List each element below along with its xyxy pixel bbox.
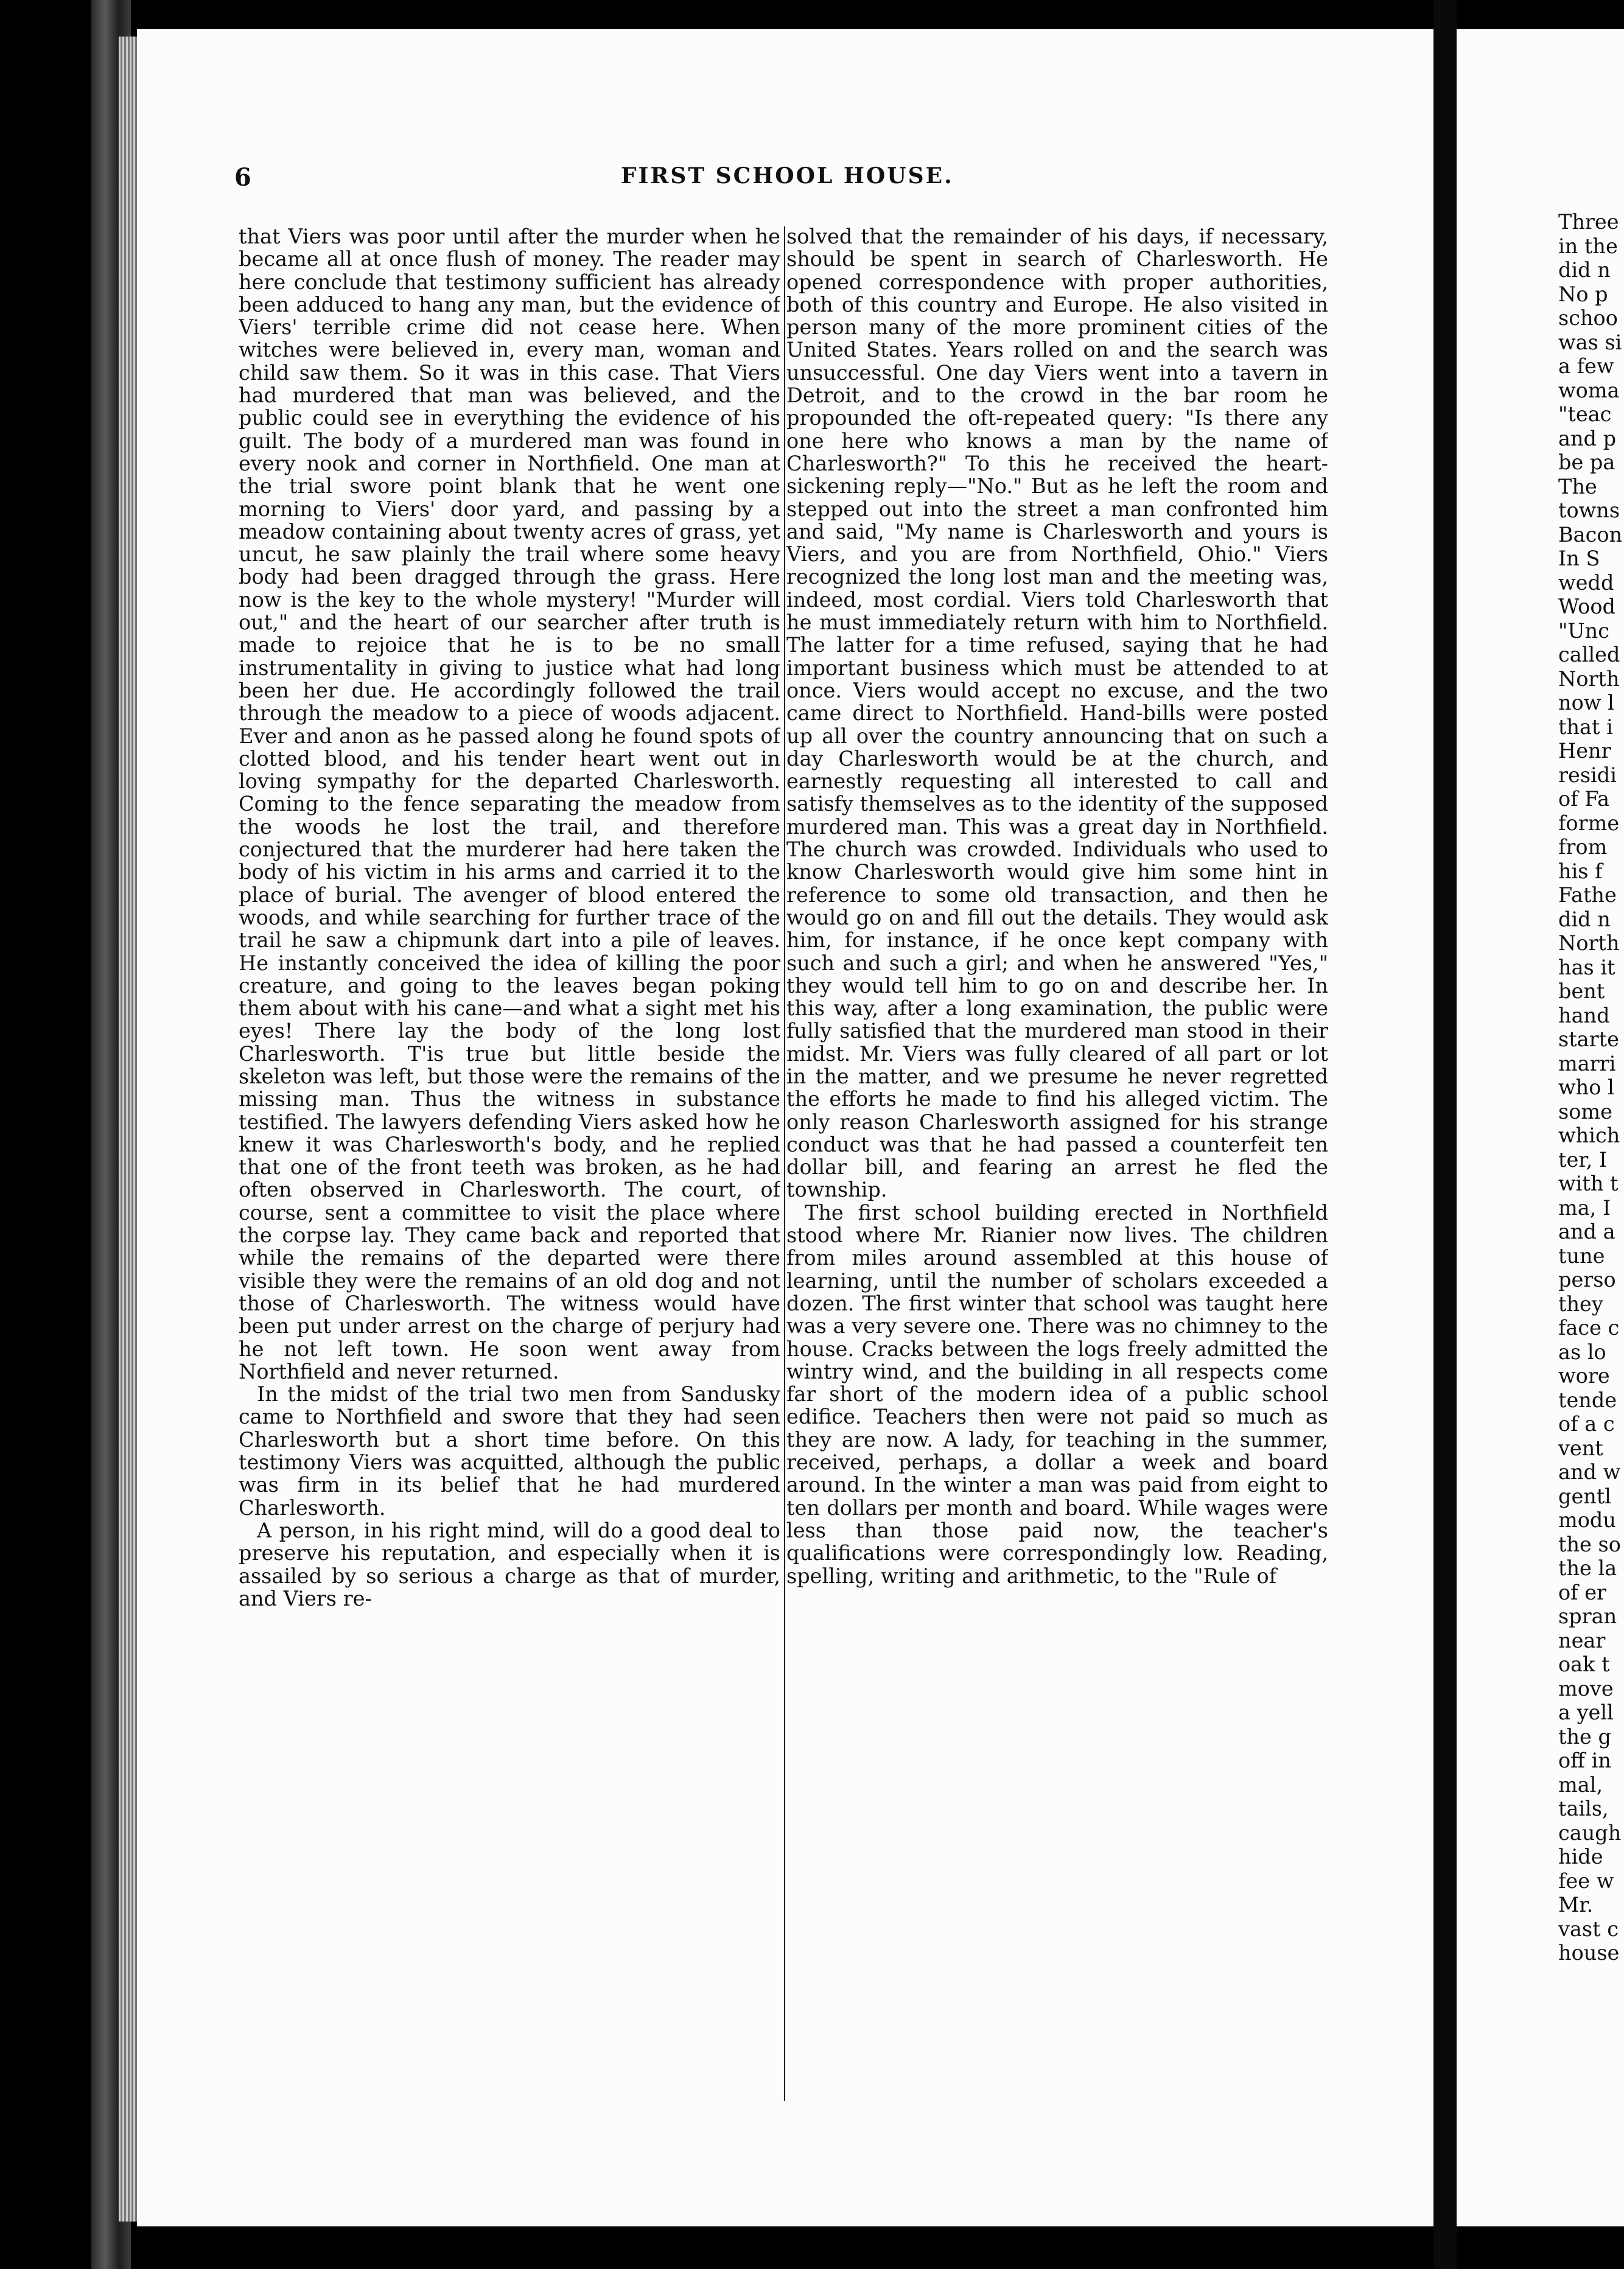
adjacent-text-fragment: they bbox=[1558, 1292, 1603, 1316]
adjacent-text-fragment: tune bbox=[1558, 1243, 1605, 1268]
adjacent-text-fragment: has it bbox=[1558, 955, 1615, 979]
adjacent-text-fragment: forme bbox=[1558, 811, 1620, 835]
adjacent-text-fragment: perso bbox=[1558, 1268, 1616, 1292]
adjacent-text-fragment: as lo bbox=[1558, 1340, 1606, 1364]
adjacent-text-fragment: of Fa bbox=[1558, 787, 1610, 811]
adjacent-text-fragment: and p bbox=[1558, 426, 1617, 450]
adjacent-page-text bbox=[1558, 210, 1624, 2194]
text-column-right bbox=[786, 225, 1328, 2197]
adjacent-text-fragment: No p bbox=[1558, 282, 1608, 306]
adjacent-text-fragment: marri bbox=[1558, 1051, 1616, 1075]
adjacent-text-fragment: modu bbox=[1558, 1508, 1616, 1532]
adjacent-text-fragment: The bbox=[1558, 474, 1597, 498]
page-number: 6 bbox=[234, 163, 251, 192]
adjacent-text-fragment: Fathe bbox=[1558, 883, 1617, 907]
adjacent-text-fragment: gentl bbox=[1558, 1484, 1612, 1508]
adjacent-text-fragment: off in bbox=[1558, 1749, 1611, 1772]
adjacent-text-fragment: his f bbox=[1558, 859, 1603, 883]
text-column-left bbox=[239, 225, 780, 2197]
adjacent-text-fragment: the so bbox=[1558, 1532, 1621, 1556]
adjacent-text-fragment: bent bbox=[1558, 979, 1605, 1003]
adjacent-text-fragment: North bbox=[1558, 931, 1620, 955]
adjacent-text-fragment: "Unc bbox=[1558, 618, 1609, 643]
adjacent-text-fragment: did n bbox=[1558, 258, 1611, 282]
adjacent-text-fragment: Three bbox=[1558, 210, 1619, 234]
adjacent-text-fragment: near bbox=[1558, 1628, 1606, 1652]
adjacent-text-fragment: and a bbox=[1558, 1220, 1615, 1243]
adjacent-text-fragment: vast c bbox=[1558, 1917, 1619, 1941]
adjacent-text-fragment: was si bbox=[1558, 330, 1622, 354]
adjacent-text-fragment: in the bbox=[1558, 234, 1618, 258]
paragraph: The first school building erected in Northfield stood where Mr. Rianier now lives. The children from miles around assembled at this house of learning, until the number of scholars exceeded a dozen. The first winter that school was taught here was a very severe one. There was no chimney to the house. Cracks between the logs freely admitted the wintry wind, and the building in all respects come far short of the modern idea of a public school edifice. Teachers then were not paid so much as they are now. A lady, for teaching in the summer, received, perhaps, a dollar a week and board around. In the winter a man was paid from eight to ten dollars per month and board. While wages were less than those paid now, the teacher's qualifications were correspondingly low. Reading, spelling, writing and arithmetic, to the "Rule of bbox=[786, 1200, 1328, 1588]
adjacent-text-fragment: starte bbox=[1558, 1027, 1619, 1051]
adjacent-text-fragment: the la bbox=[1558, 1556, 1617, 1580]
adjacent-text-fragment: towns bbox=[1558, 498, 1620, 522]
adjacent-text-fragment: and w bbox=[1558, 1460, 1621, 1484]
adjacent-text-fragment: Bacon bbox=[1558, 522, 1623, 547]
adjacent-text-fragment: which bbox=[1558, 1124, 1620, 1147]
adjacent-text-fragment: fee w bbox=[1558, 1869, 1614, 1893]
adjacent-text-fragment: wore bbox=[1558, 1364, 1610, 1388]
adjacent-text-fragment: mal, bbox=[1558, 1772, 1603, 1797]
paragraph: In the midst of the trial two men from Sandusky came to Northfield and swore that they had seen Charlesworth but a short time before. On this testimony Viers was acquitted, although the public was firm in its belief that he had murdered Charlesworth. bbox=[239, 1382, 780, 1520]
column-divider bbox=[784, 226, 785, 2101]
adjacent-text-fragment: move bbox=[1558, 1676, 1614, 1701]
paragraph: solved that the remainder of his days, if necessary, should be spent in search of Charlesworth. He opened correspondence with proper authorities, both of this country and Europe. He also visited in person many of the more prominent cities of the United States. Years rolled on and the search was unsuccessful. One day Viers went into a tavern in Detroit, and to the crowd in the bar room he propounded the oft-repeated query: "Is there any one here who knows a man by the name of Charlesworth?" To this he received the heart-sickening reply—"No." But as he left the room and stepped out into the street a man confronted him and said, "My name is Charlesworth and yours is Viers, and you are from Northfield, Ohio." Viers recognized the long lost man and the meeting was, indeed, most cordial. Viers told Charlesworth that he must immediately return with him to Northfield. The latter for a time refused, saying that he had important business which must be attended to at once. Viers would accept no excuse, and the two came direct to Northfield. Hand-bills were posted up all over the country announcing that on such a day Charlesworth would be at the church, and earnestly requesting all interested to call and satisfy themselves as to the identity of the supposed murdered man. This was a great day in Northfield. The church was crowded. Individuals who used to know Charlesworth would give him some hint in reference to some old transaction, and then he would go on and fill out the details. They would ask him, for instance, if he once kept company with such and such a girl; and when he answered "Yes," they would tell him to go on and describe her. In this way, after a long examination, the public were fully satisfied that the murdered man stood in their midst. Mr. Viers was fully cleared of all part or lot in the matter, and we presume he never regretted the efforts he made to find his alleged victim. The only reason Charlesworth assigned for his strange conduct was that he had passed a counterfeit ten dollar bill, and fearing an arrest he fled the township. bbox=[786, 225, 1328, 1202]
adjacent-text-fragment: vent bbox=[1558, 1436, 1603, 1460]
adjacent-text-fragment: house bbox=[1558, 1941, 1620, 1965]
adjacent-text-fragment: some bbox=[1558, 1099, 1612, 1124]
adjacent-text-fragment: called bbox=[1558, 643, 1620, 666]
adjacent-text-fragment: who l bbox=[1558, 1075, 1614, 1099]
running-title: FIRST SCHOOL HOUSE. bbox=[621, 163, 954, 189]
paragraph: that Viers was poor until after the murder when he became all at once flush of money. The reader may here conclude that testimony sufficient has already been adduced to hang any man, but the evidence of Viers' terrible crime did not cease here. When witches were believed in, every man, woman and child saw them. So it was in this case. That Viers had murdered that man was believed, and the public could see in everything the evidence of his guilt. The body of a murdered man was found in every nook and corner in Northfield. One man at the trial swore point blank that he went one morning to Viers' door yard, and passing by a meadow containing about twenty acres of grass, yet uncut, he saw plainly the trail where some heavy body had been dragged through the grass. Here now is the key to the whole mystery! "Murder will out," and the heart of our searcher after truth is made to rejoice that he is to be no small instrumentality in giving to justice what had long been her due. He accordingly followed the trail through the meadow to a piece of woods adjacent. Ever and anon as he passed along he found spots of clotted blood, and his tender heart went out in loving sympathy for the departed Charlesworth. Coming to the fence separating the meadow from the woods he lost the trail, and therefore conjectured that the murderer had here taken the body of his victim in his arms and carried it to the place of burial. The avenger of blood entered the woods, and while searching for further trace of the trail he saw a chipmunk dart into a pile of leaves. He instantly conceived the idea of killing the poor creature, and going to the leaves began poking them about with his cane—and what a sight met his eyes! There lay the body of the long lost Charlesworth. T'is true but little beside the skeleton was left, but those were the remains of the missing man. Thus the witness in substance testified. The lawyers defending Viers asked how he knew it was Charlesworth's body, and he replied that one of the front teeth was broken, as he had often observed in Charlesworth. The court, of course, sent a committee to visit the place where the corpse lay. They came back and reported that while the remains of the departed were there visible they were the remains of an old dog and not those of Charlesworth. The witness would have been put under arrest on the charge of perjury had he not left town. He soon went away from Northfield and never returned. bbox=[239, 225, 780, 1383]
adjacent-text-fragment: residi bbox=[1558, 763, 1617, 787]
adjacent-text-fragment: from bbox=[1558, 835, 1608, 859]
adjacent-text-fragment: Mr. bbox=[1558, 1893, 1594, 1917]
adjacent-text-fragment: of er bbox=[1558, 1580, 1607, 1604]
adjacent-text-fragment: Wood bbox=[1558, 595, 1615, 618]
adjacent-text-fragment: North bbox=[1558, 666, 1620, 691]
adjacent-text-fragment: a few bbox=[1558, 354, 1614, 378]
adjacent-text-fragment: that i bbox=[1558, 715, 1613, 739]
adjacent-text-fragment: a yell bbox=[1558, 1701, 1614, 1724]
adjacent-text-fragment: woma bbox=[1558, 378, 1620, 402]
adjacent-text-fragment: tails, bbox=[1558, 1797, 1609, 1820]
adjacent-text-fragment: Henr bbox=[1558, 739, 1611, 763]
adjacent-text-fragment: caugh bbox=[1558, 1820, 1622, 1845]
adjacent-text-fragment: ter, I bbox=[1558, 1147, 1608, 1172]
adjacent-text-fragment: schoo bbox=[1558, 306, 1618, 330]
adjacent-text-fragment: did n bbox=[1558, 907, 1611, 931]
adjacent-text-fragment: the g bbox=[1558, 1724, 1611, 1749]
adjacent-text-fragment: ma, I bbox=[1558, 1195, 1611, 1220]
book-gutter bbox=[1433, 0, 1457, 2269]
adjacent-text-fragment: wedd bbox=[1558, 570, 1614, 595]
adjacent-text-fragment: hand bbox=[1558, 1003, 1610, 1027]
adjacent-text-fragment: face c bbox=[1558, 1316, 1620, 1340]
adjacent-text-fragment: In S bbox=[1558, 547, 1600, 570]
adjacent-text-fragment: oak t bbox=[1558, 1652, 1610, 1676]
paragraph: A person, in his right mind, will do a good deal to preserve his reputation, and especially when it is assailed by so serious a charge as that of murder, and Viers re- bbox=[239, 1518, 780, 1610]
adjacent-text-fragment: hide bbox=[1558, 1845, 1603, 1869]
adjacent-text-fragment: of a c bbox=[1558, 1412, 1615, 1436]
adjacent-text-fragment: spran bbox=[1558, 1604, 1617, 1628]
adjacent-text-fragment: be pa bbox=[1558, 450, 1615, 474]
adjacent-text-fragment: with t bbox=[1558, 1172, 1619, 1195]
adjacent-text-fragment: now l bbox=[1558, 691, 1614, 715]
adjacent-text-fragment: "teac bbox=[1558, 402, 1612, 426]
adjacent-text-fragment: tende bbox=[1558, 1388, 1617, 1412]
